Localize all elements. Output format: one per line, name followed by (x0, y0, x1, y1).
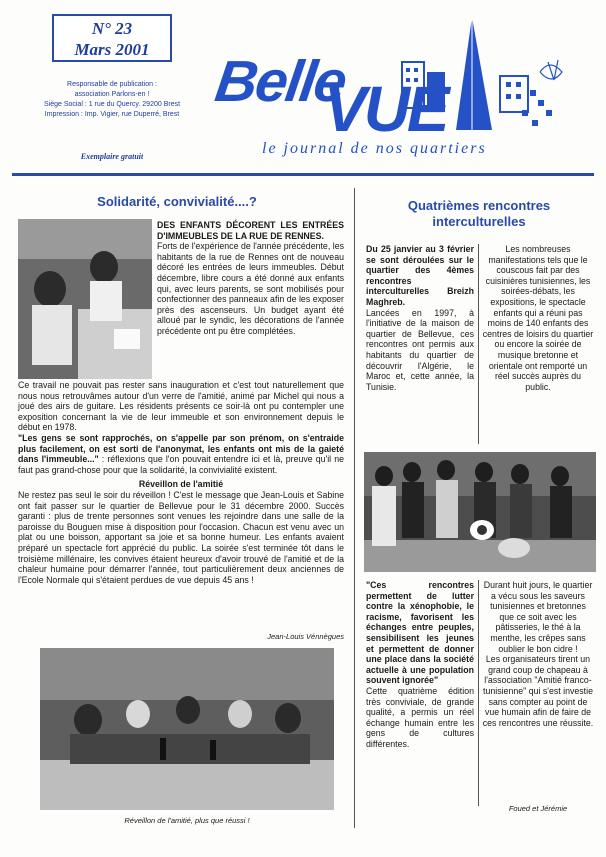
pub-line: association Parlons-en ! (74, 91, 150, 98)
tagline: le journal de nos quartiers (262, 140, 487, 157)
article-paragraph: Les organisateurs tirent un grand coup de chapeau à l'association "Amitié franco-tunisienne" qui s'est investie sans compter au point de vue humain afin de faire de ces rencontres une réussite. (482, 654, 594, 728)
right-col1 (366, 244, 474, 392)
pub-line: Impression : Imp. Vigier, rue Duperré, Brest (44, 111, 180, 118)
pub-line: Siège Social : 1 rue du Quercy. 29200 Brest (43, 101, 181, 108)
article-paragraph: Cette quatrième édition très conviviale, de grande qualité, a permis un réel échange humain entre les gens de cultures différentes. (366, 685, 474, 749)
left-article-intro (157, 220, 344, 337)
issue-number: N° 23 (91, 19, 133, 38)
children-decorating-photo (18, 219, 152, 379)
article-paragraph: Lancées en 1997, à l'initiative de la maison de quartier de Bellevue, ces rencontres ont permis aux habitants du quartier de découvrir l'Algérie, le Maroc et, cette année, la Tunisie. (366, 307, 474, 392)
article-lead: Du 25 janvier au 3 février se sont déroulées sur le quartier des 4èmes rencontres interculturelles Breizh Maghreb. (366, 244, 474, 307)
reveillon-photo (40, 648, 334, 810)
left-article-body (18, 380, 344, 585)
free-copy-note: Exemplaire gratuit (80, 152, 144, 161)
right-article-title (360, 198, 598, 230)
intercultural-group-photo (364, 452, 596, 572)
article-paragraph: Ne restez pas seul le soir du réveillon ! C'est le message que Jean-Louis et Sabine ont fait passer sur le quartier de Bellevue pour le 31 décembre 2000. Succès garanti : plus de trente personnes sont venues les rejoindre dans une salle de la paroisse du Bouguen mise à disposition pour l'occasion. Chacun est venu avec un plat ou une boisson, apportant sa joie et sa bonne humeur. Les enfants avaient préparé un spectacle fort apprécié du public. La soirée s'est terminée tôt dans le troisième millénaire, les convives étaient heureux d'avoir trouvé de l'amitié et de la chaleur humaine pour démarrer l'année, tout particulièrement deux anciennes de l'Ecole Normale qui s'étaient perdues de vue depuis 45 ans ! (18, 489, 344, 585)
article-paragraph: Forts de l'expérience de l'année précédente, les habitants de la rue de Rennes ont de nouveau décoré les entrées de leurs immeubles. Début décembre, libre cours a été donné aux enfants qui, avec leurs parents, se sont mobilisés pour confectionner des panneaux afin de les exposer près des ascenseurs. Un budget ayant été alloué par le syndic, les décorations de l'année précédente ont pu être complétées. (157, 241, 344, 336)
article-quote: "Ces rencontres permettent de lutter contre la xénophobie, le racisme, favorisent les échanges entre peuples, sensibilisent les jeunes et permettent de donner une place dans la société actuelle à une population souvent ignorée" (366, 580, 474, 686)
column-separator (354, 188, 355, 828)
subhead: Réveillon de l'amitié (138, 479, 224, 490)
title-line: interculturelles (432, 214, 526, 229)
article-lead: DES ENFANTS DÉCORENT LES ENTRÉES D'IMMEUBLES DE LA RUE DE RENNES. (157, 220, 344, 241)
right-col3 (366, 580, 474, 750)
column-separator (478, 244, 479, 444)
right-author: Foued et Jérémie (508, 804, 568, 813)
right-col2: Les nombreuses manifestations tels que le couscous fait par des cuisinières tunisiennes, les soirées-débats, les expositions, le spectacle enfants qui a réuni pas moins de 140 enfants des centres de loisirs du quartier ou encore la soirée de musique bretonne et orientale ont remporté un réel succès auprès du public. (482, 244, 594, 392)
right-col4 (482, 580, 594, 728)
reveillon-caption: Réveillon de l'amitié, plus que réussi ! (124, 816, 250, 825)
left-author: Jean-Louis Vénnègues (267, 632, 344, 641)
issue-box (52, 14, 172, 62)
column-separator (478, 580, 479, 806)
masthead-rule (12, 173, 594, 176)
pub-line: Responsable de publication : (67, 81, 157, 88)
article-quote-tail: : réflexions que l'on pouvait entendre ici et là, preuve qu'il ne faut pas grand-chose pour que la solidarité, la convivialité existent. (18, 454, 344, 475)
article-paragraph: Durant huit jours, le quartier a vécu sous les saveurs tunisiennes et bretonnes que ce soit avec les pâtisseries, le thé à la menthe, les crêpes sans oublier le bon cidre ! (483, 580, 593, 654)
publication-info (12, 80, 212, 120)
logo-belle: Belle (211, 49, 350, 114)
issue-date: Mars 2001 (74, 40, 150, 59)
article-paragraph: Ce travail ne pouvait pas rester sans inauguration et c'est tout naturellement que nous nous retrouvâmes autour d'un verre de l'amitié, animé par Michel qui nous a joué des airs de guitare. Les résidents présents ce soir-là ont pu contempler une exposition concernant la vie de leur immeuble et son environnement depuis le début en 1978. (18, 380, 344, 433)
title-line: Quatrièmes rencontres (407, 198, 551, 213)
article-quote: "Les gens se sont rapprochés, on s'appelle par son prénom, on s'entraide plus facilement, on est sorti de l'anonymat, les enfants ont mis de la gaieté dans l'immeuble..." (18, 432, 344, 465)
logo-vue: VUE (324, 73, 447, 145)
left-article-title: Solidarité, convivialité....? (97, 194, 257, 209)
